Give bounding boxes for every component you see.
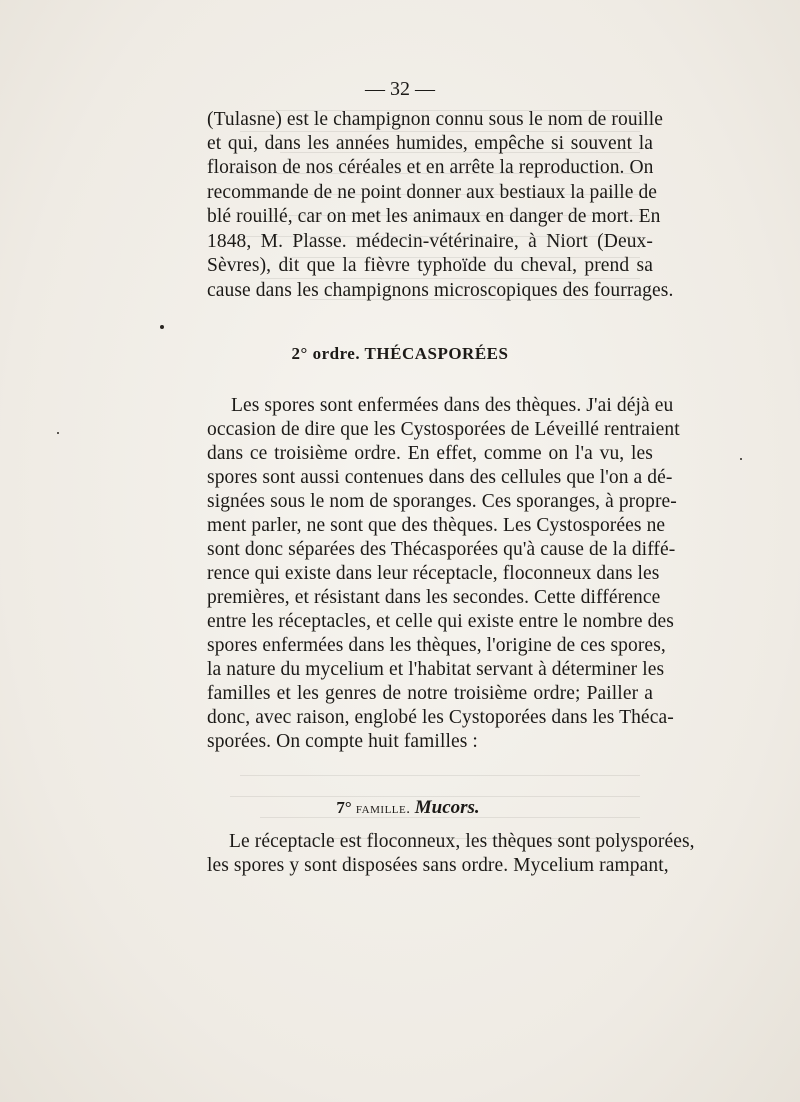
text-line: et qui, dans les années humides, empêche si souvent la [207,133,653,154]
text-line: cause dans les champignons microscopiques des fourrages. [207,280,674,301]
speck [160,325,164,329]
text-line: dans ce troisième ordre. En effet, comme on l'a vu, les [207,443,653,464]
text-line: familles et les genres de notre troisième ordre; Pailler a [207,683,653,704]
speck [57,432,59,434]
text-line: donc, avec raison, englobé les Cystoporées dans les Théca- [207,707,674,728]
family-heading [0,797,800,819]
text-line: Sèvres), dit que la fièvre typhoïde du cheval, prend sa [207,255,653,276]
section-heading: 2° ordre. THÉCASPORÉES [291,344,509,363]
text-line: rence qui existe dans leur réceptacle, floconneux dans les [207,563,660,584]
text-line: la nature du mycelium et l'habitat servant à déterminer les [207,659,665,680]
text-line: spores enfermées dans les thèques, l'origine de ces spores, [207,635,666,656]
text-line: spores sont aussi contenues dans des cellules que l'on a dé- [207,467,673,488]
family-name: Mucors. [414,797,480,818]
page-number: — 32 — [365,78,435,100]
text-line: les spores y sont disposées sans ordre. Mycelium rampant, [207,855,669,876]
text-line: Le réceptacle est floconneux, les thèques sont polysporées, [229,831,695,852]
text-line: 1848, M. Plasse. médecin-vétérinaire, à Niort (Deux- [207,231,653,252]
family-number: 7° [336,798,352,817]
text-line: (Tulasne) est le champignon connu sous le nom de rouille [207,109,664,130]
text-line: occasion de dire que les Cystosporées de Léveillé rentraient [207,419,680,440]
speck [740,458,742,460]
text-line: entre les réceptacles, et celle qui existe entre le nombre des [207,611,674,632]
text-line: sporées. On compte huit familles : [207,731,478,752]
text-line: blé rouillé, car on met les animaux en danger de mort. En [207,206,661,227]
text-line: premières, et résistant dans les secondes. Cette différence [207,587,661,608]
text-line: sont donc séparées des Thécasporées qu'à cause de la diffé- [207,539,676,560]
text-line: floraison de nos céréales et en arrête la reproduction. On [207,157,654,178]
text-line: ment parler, ne sont que des thèques. Les Cystosporées ne [207,515,666,536]
text-line: signées sous le nom de sporanges. Ces sporanges, à propre- [207,491,677,512]
family-label: famille. [355,801,411,817]
text-line: recommande de ne point donner aux bestiaux la paille de [207,182,658,203]
text-line: Les spores sont enfermées dans des thèques. J'ai déjà eu [231,395,674,416]
